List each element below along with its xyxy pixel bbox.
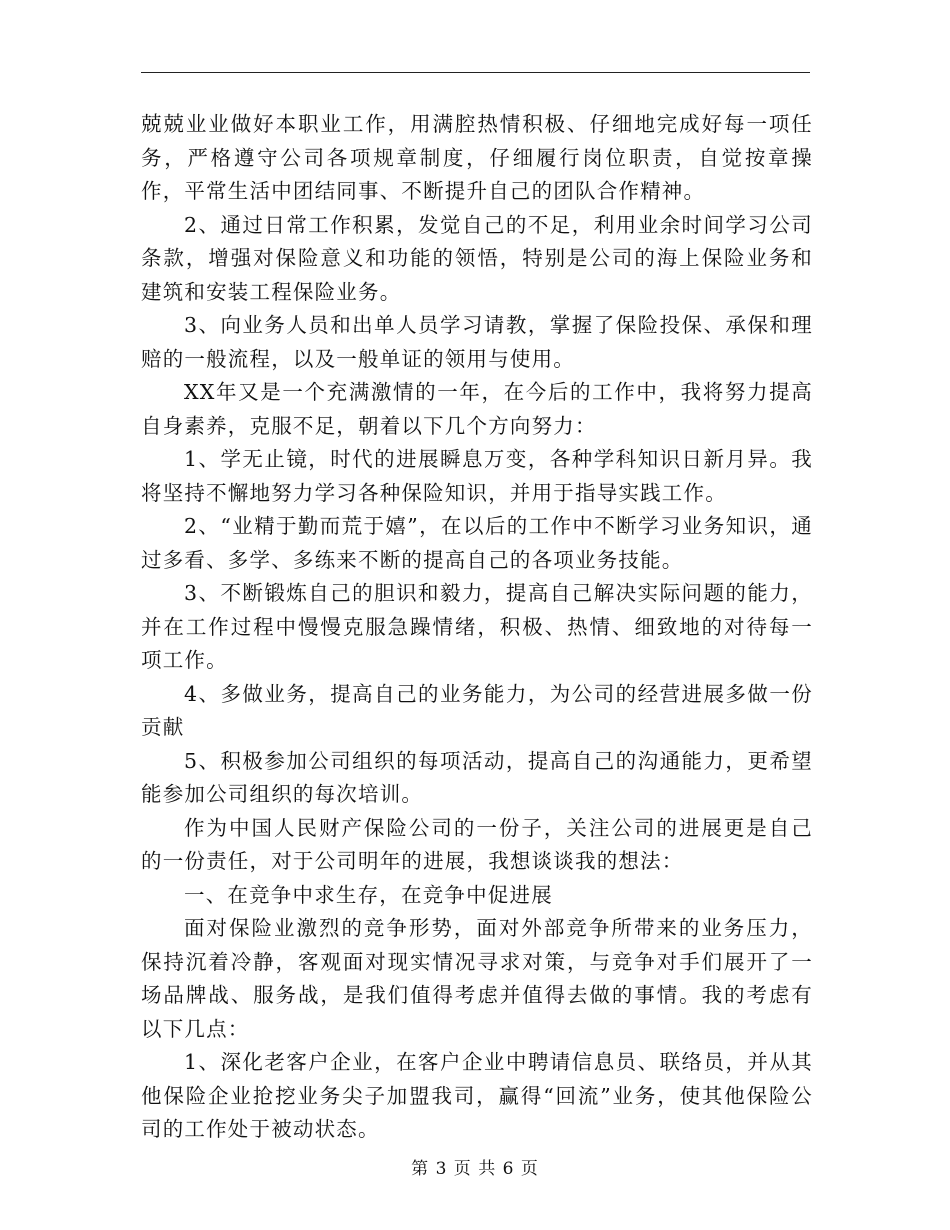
page-number: 第 3 页 共 6 页 — [411, 1159, 539, 1179]
header-rule — [141, 72, 810, 73]
paragraph-11: 面对保险业激烈的竞争形势，面对外部竞争所带来的业务压力，保持沉着冷静，客观面对现实情况寻求对策，与竞争对手们展开了一场品牌战、服务战，是我们值得考虑并值得去做的事情。我的考虑有以下几点： — [141, 916, 813, 1041]
paragraph-7: 4、多做业务，提高自己的业务能力，为公司的经营进展多做一份贡献 — [141, 681, 813, 739]
section-heading: 一、在竞争中求生存，在竞争中促进展 — [184, 882, 553, 907]
paragraph-2: 3、向业务人员和出单人员学习请教，掌握了保险投保、承保和理赔的一般流程，以及一般单证的领用与使用。 — [141, 313, 813, 371]
paragraph-4: 1、学无止镜，时代的进展瞬息万变，各种学科知识日新月异。我将坚持不懈地努力学习各种保险知识，并用于指导实践工作。 — [141, 447, 813, 505]
paragraph-5: 2、“业精于勤而荒于嬉”，在以后的工作中不断学习业务知识，通过多看、多学、多练来不断的提高自己的各项业务技能。 — [141, 514, 813, 572]
paragraph-9: 作为中国人民财产保险公司的一份子，关注公司的进展更是自己的一份责任，对于公司明年的进展，我想谈谈我的想法： — [141, 815, 813, 873]
document-body — [141, 108, 813, 1147]
paragraph-12: 1、深化老客户企业，在客户企业中聘请信息员、联络员，并从其他保险企业抢挖业务尖子加盟我司，赢得“回流”业务，使其他保险公司的工作处于被动状态。 — [141, 1050, 813, 1141]
paragraph-3: XX年又是一个充满激情的一年，在今后的工作中，我将努力提高自身素养，克服不足，朝着以下几个方向努力： — [141, 380, 813, 438]
paragraph-6: 3、不断锻炼自己的胆识和毅力，提高自己解决实际问题的能力，并在工作过程中慢慢克服急躁情绪，积极、热情、细致地的对待每一项工作。 — [141, 581, 813, 672]
paragraph-8: 5、积极参加公司组织的每项活动，提高自己的沟通能力，更希望能参加公司组织的每次培训。 — [141, 748, 813, 806]
paragraph-1: 2、通过日常工作积累，发觉自己的不足，利用业余时间学习公司条款，增强对保险意义和功能的领悟，特别是公司的海上保险业务和建筑和安装工程保险业务。 — [141, 212, 813, 304]
paragraph-0: 兢兢业业做好本职业工作，用满腔热情积极、仔细地完成好每一项任务，严格遵守公司各项规章制度，仔细履行岗位职责，自觉按章操作，平常生活中团结同事、不断提升自己的团队合作精神。 — [141, 112, 813, 203]
